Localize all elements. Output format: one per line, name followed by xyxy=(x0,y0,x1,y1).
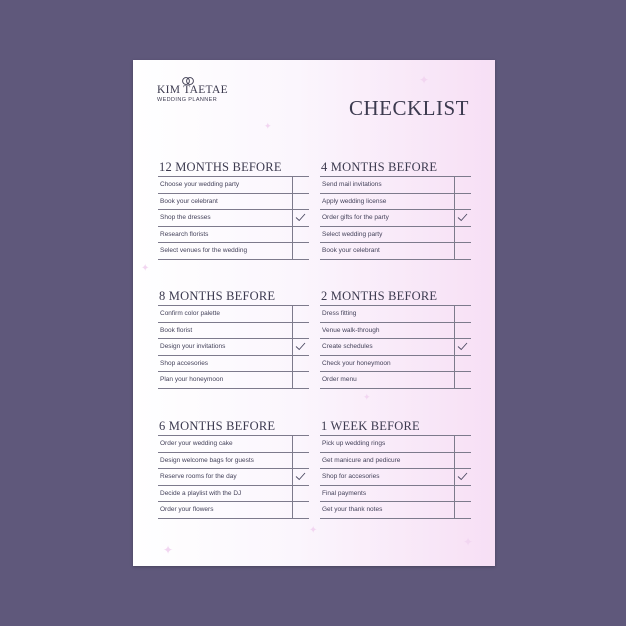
brand-name: KIM TAETAE xyxy=(157,84,228,96)
checklist-item xyxy=(320,486,471,503)
checklist-section xyxy=(320,417,471,519)
checkbox[interactable] xyxy=(292,243,309,259)
checklist-item xyxy=(158,227,309,244)
sparkle-icon: ✦ xyxy=(363,392,371,402)
checkmark-icon xyxy=(457,341,468,352)
checklist-item-label: Get manicure and pedicure xyxy=(322,456,401,464)
checkbox[interactable] xyxy=(454,436,471,452)
checklist-item-label: Check your honeymoon xyxy=(322,359,391,367)
checkbox[interactable] xyxy=(454,194,471,210)
checklist-item xyxy=(158,323,309,340)
checklist-item-label: Order menu xyxy=(322,376,357,383)
checkbox[interactable] xyxy=(454,323,471,339)
checklist-item-label: Order gifts for the party xyxy=(322,214,389,221)
page-title: CHECKLIST xyxy=(349,96,469,120)
checklist-item-label: Shop for accesories xyxy=(322,473,380,480)
checklist-item xyxy=(158,210,309,227)
checkbox[interactable] xyxy=(454,453,471,469)
checkbox[interactable] xyxy=(292,372,309,388)
checkbox[interactable] xyxy=(454,372,471,388)
brand-subtitle: WEDDING PLANNER xyxy=(157,97,218,103)
checklist-item-label: Venue walk-through xyxy=(322,326,380,334)
checkbox[interactable] xyxy=(454,177,471,193)
section-heading: 4 MONTHS BEFORE xyxy=(320,158,471,177)
checklist-item xyxy=(158,453,309,470)
brand-logo xyxy=(157,84,228,103)
checklist-item xyxy=(320,372,471,389)
section-heading: 6 MONTHS BEFORE xyxy=(158,417,309,436)
section-heading: 8 MONTHS BEFORE xyxy=(158,287,309,306)
checklist-item xyxy=(320,356,471,373)
checkbox[interactable] xyxy=(292,323,309,339)
checklist-item xyxy=(158,194,309,211)
checklist-item xyxy=(158,339,309,356)
section-heading: 12 MONTHS BEFORE xyxy=(158,158,309,177)
checklist-item-label: Decide a playlist with the DJ xyxy=(160,489,242,497)
checklist-item xyxy=(320,177,471,194)
checklist-item xyxy=(158,372,309,389)
checklist-section xyxy=(158,287,309,389)
checklist-section xyxy=(320,158,471,260)
checkbox[interactable] xyxy=(292,227,309,243)
checkbox[interactable] xyxy=(454,356,471,372)
checklist-item-label: Plan your honeymoon xyxy=(160,376,224,383)
checklist-item xyxy=(158,356,309,373)
checklist-item-label: Design welcome bags for guests xyxy=(160,456,254,464)
checklist-item-label: Shop the dresses xyxy=(160,214,211,221)
checkbox[interactable] xyxy=(454,210,471,226)
checklist-item-label: Book florist xyxy=(160,326,193,334)
checklist-item xyxy=(158,486,309,503)
checklist-item xyxy=(158,469,309,486)
checkbox[interactable] xyxy=(292,502,309,518)
checklist-item xyxy=(320,469,471,486)
rings-icon xyxy=(181,76,195,86)
checklist-item-label: Shop accesories xyxy=(160,359,209,367)
checklist-item xyxy=(320,306,471,323)
checklist-item xyxy=(158,243,309,260)
checklist-item-label: Confirm color palette xyxy=(160,310,220,317)
checklist-item-label: Research florists xyxy=(160,230,209,238)
checklist-section xyxy=(158,417,309,519)
checkmark-icon xyxy=(295,471,306,482)
checkbox[interactable] xyxy=(292,469,309,485)
checkbox[interactable] xyxy=(292,194,309,210)
checklist-section xyxy=(320,287,471,389)
checkbox[interactable] xyxy=(292,306,309,322)
checklist-page xyxy=(133,60,495,566)
checklist-item xyxy=(320,453,471,470)
checklist-item xyxy=(320,227,471,244)
checklist-item xyxy=(158,436,309,453)
checklist-item xyxy=(320,243,471,260)
checklist-item xyxy=(158,177,309,194)
checklist-item-label: Design your invitations xyxy=(160,343,226,350)
checklist-item xyxy=(320,210,471,227)
checkbox[interactable] xyxy=(454,502,471,518)
checkmark-icon xyxy=(295,212,306,223)
checklist-item-label: Apply wedding license xyxy=(322,197,387,205)
checklist-item-label: Select venues for the wedding xyxy=(160,247,248,254)
checklist-item xyxy=(158,502,309,519)
section-heading: 1 WEEK BEFORE xyxy=(320,417,471,436)
checkbox[interactable] xyxy=(292,339,309,355)
checkbox[interactable] xyxy=(292,486,309,502)
checklist-item xyxy=(320,502,471,519)
checklist-section xyxy=(158,158,309,260)
checkbox[interactable] xyxy=(292,356,309,372)
checklist-item-label: Get your thank notes xyxy=(322,506,383,513)
checklist-item-label: Dress fitting xyxy=(322,310,357,317)
checkbox[interactable] xyxy=(292,436,309,452)
checklist-item-label: Order your wedding cake xyxy=(160,440,233,447)
sparkle-icon: ✦ xyxy=(264,121,272,131)
checkbox[interactable] xyxy=(454,339,471,355)
sparkle-icon: ✦ xyxy=(141,263,150,274)
checklist-item-label: Create schedules xyxy=(322,343,373,350)
checkbox[interactable] xyxy=(292,177,309,193)
checkbox[interactable] xyxy=(292,210,309,226)
checklist-item-label: Book your celebrant xyxy=(160,197,218,205)
checklist-item-label: Send mail invitations xyxy=(322,181,382,188)
checkbox[interactable] xyxy=(454,243,471,259)
checkbox[interactable] xyxy=(454,469,471,485)
checklist-item xyxy=(320,339,471,356)
checkbox[interactable] xyxy=(454,486,471,502)
checklist-item-label: Pick up wedding rings xyxy=(322,440,386,447)
checklist-item-label: Select wedding party xyxy=(322,230,383,238)
checkbox[interactable] xyxy=(454,306,471,322)
checkmark-icon xyxy=(457,471,468,482)
sparkle-icon: ✦ xyxy=(419,73,430,87)
sparkle-icon: ✦ xyxy=(309,525,318,536)
sparkle-icon: ✦ xyxy=(463,535,474,549)
checkmark-icon xyxy=(457,212,468,223)
section-heading: 2 MONTHS BEFORE xyxy=(320,287,471,306)
checkbox[interactable] xyxy=(454,227,471,243)
checklist-item-label: Book your celebrant xyxy=(322,247,380,254)
checklist-item xyxy=(320,323,471,340)
checklist-item-label: Order your flowers xyxy=(160,506,214,513)
checklist-item xyxy=(320,436,471,453)
sparkle-icon: ✦ xyxy=(163,543,174,557)
checkmark-icon xyxy=(295,341,306,352)
checklist-item-label: Choose your wedding party xyxy=(160,181,240,188)
checklist-item-label: Final payments xyxy=(322,489,367,497)
checklist-item-label: Reserve rooms for the day xyxy=(160,473,237,480)
checkbox[interactable] xyxy=(292,453,309,469)
checklist-item xyxy=(158,306,309,323)
checklist-item xyxy=(320,194,471,211)
